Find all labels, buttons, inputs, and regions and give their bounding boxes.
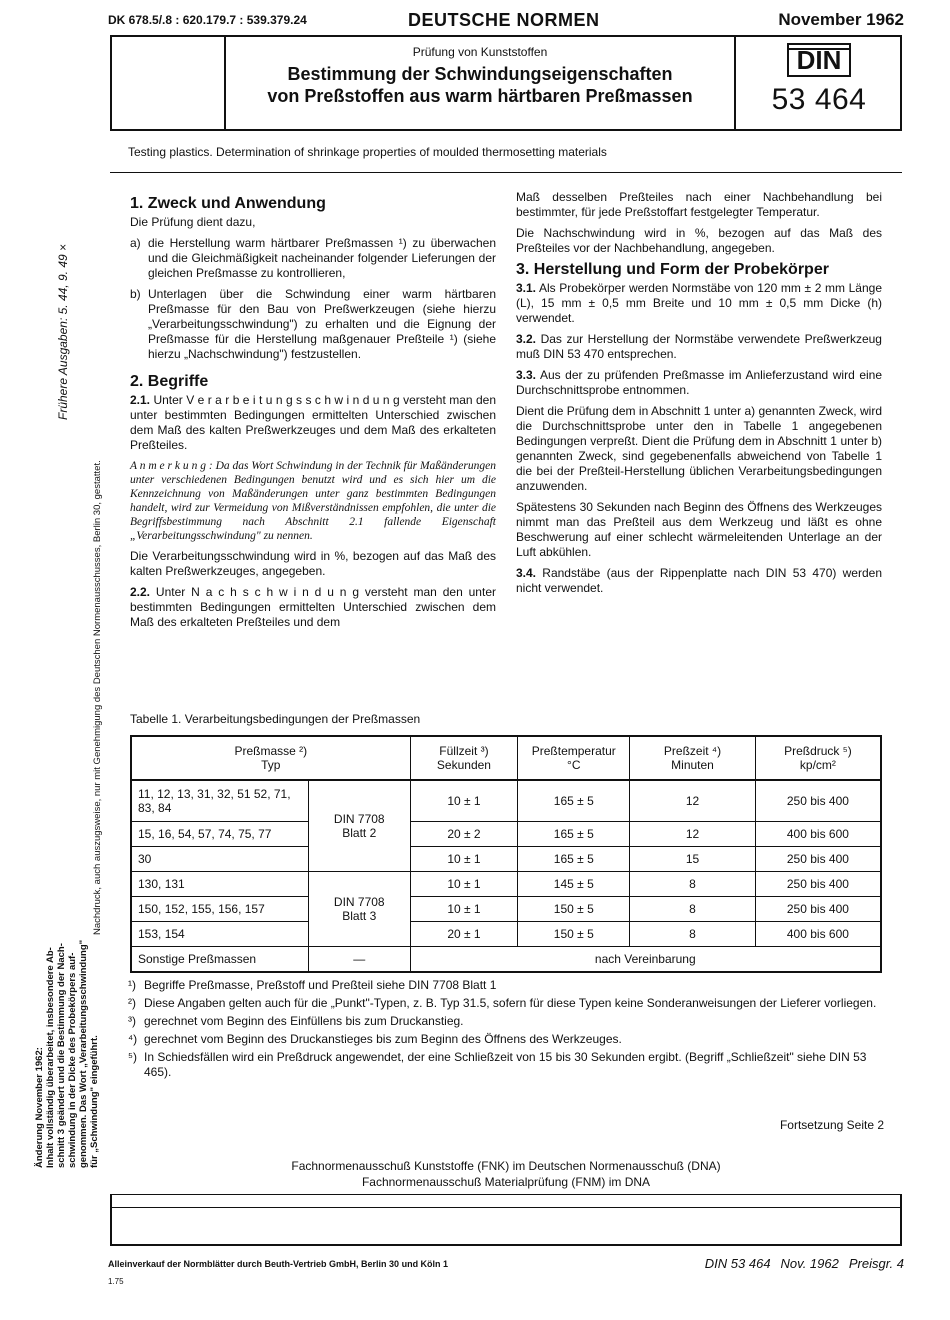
press-time-cell: 8 <box>630 872 756 897</box>
table-row <box>131 947 881 973</box>
column-header: Preßdruck ⁵) kp/cm² <box>755 736 881 780</box>
column-header: Preßzeit ⁴) Minuten <box>630 736 756 780</box>
paragraph-2-1-b: Die Verarbeitungsschwindung wird in %, bezogen auf das Maß des kalten Preßwerkzeuges, angegeben. <box>130 549 496 578</box>
footer <box>108 1256 904 1276</box>
standard-group-cell: DIN 7708 Blatt 2 <box>308 780 410 872</box>
din-block <box>736 43 902 117</box>
sales-note: Alleinverkauf der Normblätter durch Beuth-Vertrieb GmbH, Berlin 30 und Köln 1 <box>108 1259 449 1269</box>
amendment-note <box>34 940 100 1168</box>
fill-time-cell: 20 ± 1 <box>410 922 518 947</box>
paragraph-3-4 <box>516 566 882 596</box>
section-1-heading: 1. Zweck und Anwendung <box>130 195 326 212</box>
table-header-row <box>131 736 881 780</box>
paragraph-2-2-b: Die Nachschwindung wird in %, bezogen auf das Maß des Preßteiles vor der Nachbehandlung, angegeben. <box>516 226 882 255</box>
clause-number: 3.1. <box>516 281 537 295</box>
clause-text: Randstäbe (aus der Rippenplatte nach DIN 53 470) werden nicht verwendet. <box>516 566 882 595</box>
supertitle: Prüfung von Kunststoffen <box>412 45 548 59</box>
clause-text: Aus der zu prüfenden Preßmasse im Anlieferzustand wird eine Durchschnittsprobe entnommen. <box>516 368 883 397</box>
udc-classification: DK 678.5/.8 : 620.179.7 : 539.379.24 <box>108 13 307 27</box>
header-box <box>110 35 902 131</box>
list-marker: a) <box>130 236 141 250</box>
paragraph-2-2 <box>130 585 496 630</box>
clause-number: 2.1. <box>130 393 151 407</box>
amendment-line: für „Schwindung" eingeführt. <box>89 1035 100 1168</box>
clause-text: Als Probekörper werden Normstäbe von 120 mm ± 2 mm Länge (L), 15 mm ± 0,5 mm Breite und 10 mm ± 0,5 mm Dicke (h) verwendet. <box>516 281 882 325</box>
fill-time-cell: 10 ± 1 <box>410 780 518 822</box>
title-line-1: Bestimmung der Schwindungseigenschaften <box>287 64 673 84</box>
earlier-editions-note: Frühere Ausgaben: 5. 44, 9. 49 × <box>56 243 70 420</box>
temperature-cell: 150 ± 5 <box>518 897 630 922</box>
table-row <box>131 780 881 822</box>
list-item <box>130 287 496 368</box>
temperature-cell: 165 ± 5 <box>518 822 630 847</box>
committee-line: Fachnormenausschuß Materialprüfung (FNM) im DNA <box>361 1175 651 1189</box>
press-time-cell: 8 <box>630 922 756 947</box>
footnote: ³) gerechnet vom Beginn des Einfüllens bis zum Druckanstieg. <box>128 1014 464 1028</box>
press-time-cell: 8 <box>630 897 756 922</box>
section-2-heading: 2. Begriffe <box>130 373 209 390</box>
pressure-cell: 250 bis 400 <box>755 847 881 872</box>
remark-note: A n m e r k u n g : Da das Wort Schwindung in der Technik für Maßänderungen unter verschiedenen Bedingungen benutzt wird und es sich hier um die Kennzeichnung von Maßänderungen unter ganz bestimmten Bedingungen handelt, wird zur Vermeidung von Mißverständnissen empfohlen, die unter die Begriffsbestimmung nach Abschnitt 2.1 fallende Eigenschaft „Verarbeitungsschwindung" zu nennen. <box>130 460 496 542</box>
processing-conditions-table <box>130 735 882 973</box>
footer-date: Nov. 1962 <box>780 1256 839 1271</box>
press-time-cell: 12 <box>630 780 756 822</box>
standard-group-cell: DIN 7708 Blatt 3 <box>308 872 410 947</box>
type-cell: Sonstige Preßmassen <box>131 947 308 973</box>
document-top-line <box>108 10 904 32</box>
committee-line: Fachnormenausschuß Kunststoffe (FNK) im Deutschen Normenausschuß (DNA) <box>291 1159 721 1173</box>
right-column <box>516 190 882 602</box>
left-column <box>130 190 496 636</box>
agreement-cell: nach Vereinbarung <box>410 947 881 973</box>
paragraph-2-2-cont: Maß desselben Preßteiles nach einer Nachbehandlung bei bestimmter, für jede Preßstoffart festgelegter Temperatur. <box>516 190 882 219</box>
amendment-line: schnitt 3 geändert und die Bestimmung der Nach- <box>56 943 67 1168</box>
paragraph-3-2 <box>516 332 882 362</box>
paragraph-3-3 <box>516 368 882 398</box>
din-logo: DIN <box>787 43 852 77</box>
continuation-note: Fortsetzung Seite 2 <box>779 1118 884 1132</box>
amendment-line: Inhalt vollständig überarbeitet, insbesondere Ab- <box>45 947 56 1168</box>
press-time-cell: 15 <box>630 847 756 872</box>
press-time-cell: 12 <box>630 822 756 847</box>
column-header: Preßtemperatur °C <box>518 736 630 780</box>
clause-number: 3.2. <box>516 332 537 346</box>
list-item <box>130 236 496 287</box>
clause-number: 3.4. <box>516 566 537 580</box>
divider <box>110 1207 902 1208</box>
title-line-2: von Preßstoffen aus warm härtbaren Preßmassen <box>267 86 693 106</box>
footer-reference <box>695 1256 904 1271</box>
footnotes <box>128 978 890 1083</box>
temperature-cell: 165 ± 5 <box>518 780 630 822</box>
divider <box>110 172 902 173</box>
temperature-cell: 165 ± 5 <box>518 847 630 872</box>
clause-number: 2.2. <box>130 585 151 599</box>
type-cell: 150, 152, 155, 156, 157 <box>131 897 308 922</box>
english-subtitle: Testing plastics. Determination of shrinkage properties of moulded thermosetting materials <box>128 145 607 159</box>
din-number: 53 464 <box>771 83 867 116</box>
table-row <box>131 897 881 922</box>
temperature-cell: 145 ± 5 <box>518 872 630 897</box>
amendment-line: schwindung in der Dicke des Probekörpers auf- <box>67 952 78 1168</box>
paragraph-3-1 <box>516 281 882 326</box>
column-header: Füllzeit ³) Sekunden <box>410 736 518 780</box>
section-3-heading: 3. Herstellung und Form der Probekörper <box>516 261 829 278</box>
type-cell: 11, 12, 13, 31, 32, 51 52, 71, 83, 84 <box>131 780 308 822</box>
type-cell: 153, 154 <box>131 922 308 947</box>
paragraph-2-1 <box>130 393 496 453</box>
fill-time-cell: 10 ± 1 <box>410 872 518 897</box>
bottom-box <box>110 1194 902 1246</box>
pressure-cell: 250 bis 400 <box>755 872 881 897</box>
amendment-line: genommen. Das Wort „Verarbeitungsschwindung" <box>78 939 89 1168</box>
fill-time-cell: 10 ± 1 <box>410 897 518 922</box>
footnote: ¹) Begriffe Preßmasse, Preßstoff und Preßteil siehe DIN 7708 Blatt 1 <box>128 978 497 992</box>
type-cell: 15, 16, 54, 57, 74, 75, 77 <box>131 822 308 847</box>
list-item-text: Unterlagen über die Schwindung einer warm härtbaren Preßmasse für den Bau von Preßwerkzeugen (siehe hierzu „Verarbeitungsschwindung") zu erhalten und die Eignung der Preßmasse für die Herstellung maßgenauer Preßteile ¹) (siehe hierzu „Nachschwindung") festzustellen. <box>148 287 496 361</box>
paragraph-3-3-b: Dient die Prüfung dem in Abschnitt 1 unter a) genannten Zweck, wird die Durchschnittsprobe unter den in Tabelle 1 angegebenen Bedingungen verpreßt. Dient die Prüfung dem in Abschnitt 1 unter b) genannten Zweck, sind gegebenenfalls abweichend von Tabelle 1 die bei der Preßteil-Herstellung üblichen Verarbeitungsbedingungen anzuwenden. <box>516 404 882 493</box>
committee-block <box>110 1158 902 1190</box>
fill-time-cell: 20 ± 2 <box>410 822 518 847</box>
pressure-cell: 250 bis 400 <box>755 780 881 822</box>
clause-text: Unter V e r a r b e i t u n g s s c h w i n d u n g versteht man den unter bestimmten Bedingungen ermittelten Unterschied zwischen dem Maß des kalten Preßwerkzeuges und dem Maß des erkalteten Preßteiles. <box>130 393 496 452</box>
footnote: ²) Diese Angaben gelten auch für die „Punkt"-Typen, z. B. Typ 31.5, sofern für diese Typen keine Sonderanweisungen der Lieferer vorliegen. <box>128 996 877 1010</box>
section-1-intro: Die Prüfung dient dazu, <box>130 215 256 229</box>
type-cell: 30 <box>131 847 308 872</box>
series-title: DEUTSCHE NORMEN <box>408 10 600 30</box>
table-row <box>131 872 881 897</box>
reprint-note: Nachdruck, auch auszugsweise, nur mit Genehmigung des Deutschen Normenausschusses, Berlin 30, gestattet. <box>92 460 103 935</box>
column-header: Preßmasse ²) Typ <box>131 736 410 780</box>
table-row <box>131 847 881 872</box>
clause-number: 3.3. <box>516 368 537 382</box>
footnote: ⁵) In Schiedsfällen wird ein Preßdruck angewendet, der eine Schließzeit von 15 bis 30 Sekunden ergibt. (Begriff „Schließzeit" siehe DIN 53 465). <box>128 1050 867 1079</box>
pressure-cell: 400 bis 600 <box>755 822 881 847</box>
footer-din: DIN 53 464 <box>704 1256 771 1271</box>
amendment-line: Änderung November 1962: <box>34 1047 45 1168</box>
list-marker: b) <box>130 287 141 301</box>
clause-text: Das zur Herstellung der Normstäbe verwendete Preßwerkzeug muß DIN 53 470 entsprechen. <box>516 332 882 361</box>
issue-date: November 1962 <box>778 10 904 29</box>
print-code: 1.75 <box>108 1277 124 1286</box>
table-row <box>131 922 881 947</box>
paragraph-3-3-c: Spätestens 30 Sekunden nach Beginn des Öffnens des Werkzeuges nimmt man das Preßteil aus dem Werkzeug und läßt es ohne Beschwerung auf einer schlecht wärmeleitenden Unterlage an der Luft abkühlen. <box>516 500 882 559</box>
standard-group-cell: — <box>308 947 410 973</box>
table-row <box>131 822 881 847</box>
title-block <box>226 45 734 107</box>
footer-price: Preisgr. 4 <box>848 1256 904 1271</box>
footnote: ⁴) gerechnet vom Beginn des Druckanstieges bis zum Beginn des Öffnens des Werkzeuges. <box>128 1032 622 1046</box>
temperature-cell: 150 ± 5 <box>518 922 630 947</box>
list-item-text: die Herstellung warm härtbarer Preßmassen ¹) zu überwachen und die Gleichmäßigkeit nacheinander folgender Lieferungen der gleichen Preßmasse zu kontrollieren, <box>148 236 496 280</box>
table-caption: Tabelle 1. Verarbeitungsbedingungen der Preßmassen <box>130 712 421 726</box>
type-cell: 130, 131 <box>131 872 308 897</box>
fill-time-cell: 10 ± 1 <box>410 847 518 872</box>
pressure-cell: 250 bis 400 <box>755 897 881 922</box>
pressure-cell: 400 bis 600 <box>755 922 881 947</box>
clause-text: Unter N a c h s c h w i n d u n g versteht man den unter bestimmten Bedingungen ermittelten Unterschied zwischen dem Maß des erkalteten Preßteiles und dem <box>130 585 496 629</box>
